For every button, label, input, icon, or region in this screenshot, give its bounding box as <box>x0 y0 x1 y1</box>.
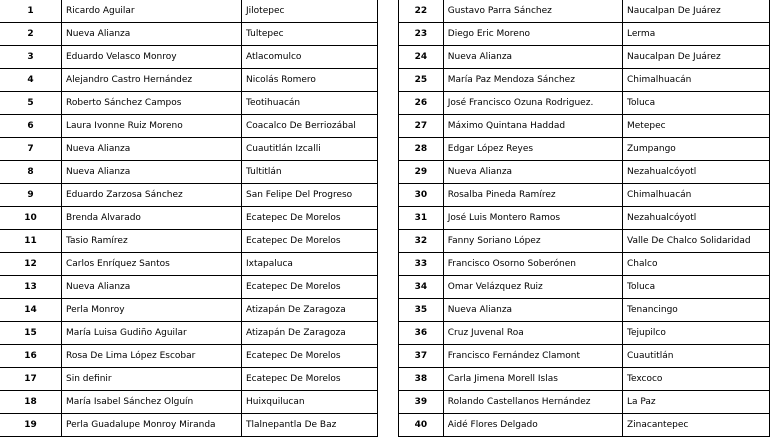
row-number: 12 <box>0 253 62 276</box>
table-row <box>0 253 378 276</box>
row-number: 30 <box>399 184 444 207</box>
municipality-name: Cuautitlán <box>623 345 770 368</box>
row-number: 19 <box>0 414 62 437</box>
row-number: 22 <box>399 0 444 23</box>
right-table-body <box>399 0 770 437</box>
row-number: 8 <box>0 161 62 184</box>
row-number: 14 <box>0 299 62 322</box>
row-number: 16 <box>0 345 62 368</box>
table-row <box>399 230 770 253</box>
municipality-name: Nezahualcóyotl <box>623 207 770 230</box>
row-number: 33 <box>399 253 444 276</box>
candidate-name: Fanny Soriano López <box>443 230 622 253</box>
row-number: 5 <box>0 92 62 115</box>
municipality-name: Tejupilco <box>623 322 770 345</box>
row-number: 17 <box>0 368 62 391</box>
row-number: 26 <box>399 92 444 115</box>
municipality-name: Valle De Chalco Solidaridad <box>623 230 770 253</box>
candidate-name: Nueva Alianza <box>62 138 242 161</box>
candidate-name: Francisco Fernández Clamont <box>443 345 622 368</box>
table-row <box>399 23 770 46</box>
row-number: 36 <box>399 322 444 345</box>
candidate-name: Nueva Alianza <box>62 276 242 299</box>
row-number: 31 <box>399 207 444 230</box>
municipality-name: Atlacomulco <box>242 46 378 69</box>
municipality-name: Zumpango <box>623 138 770 161</box>
row-number: 4 <box>0 69 62 92</box>
candidate-name: Carla Jimena Morell Islas <box>443 368 622 391</box>
table-row <box>399 253 770 276</box>
candidate-name: Máximo Quintana Haddad <box>443 115 622 138</box>
row-number: 39 <box>399 391 444 414</box>
row-number: 25 <box>399 69 444 92</box>
row-number: 7 <box>0 138 62 161</box>
municipality-name: Tlalnepantla De Baz <box>242 414 378 437</box>
table-row <box>0 92 378 115</box>
candidate-name: Francisco Osorno Soberónen <box>443 253 622 276</box>
right-candidates-table <box>398 0 770 437</box>
row-number: 37 <box>399 345 444 368</box>
candidate-name: Ricardo Aguilar <box>62 0 242 23</box>
table-row <box>0 207 378 230</box>
municipality-name: Teotihuacán <box>242 92 378 115</box>
row-number: 23 <box>399 23 444 46</box>
row-number: 1 <box>0 0 62 23</box>
candidate-name: Rolando Castellanos Hernández <box>443 391 622 414</box>
table-row <box>0 414 378 437</box>
candidate-name: Nueva Alianza <box>443 299 622 322</box>
table-row <box>0 115 378 138</box>
row-number: 3 <box>0 46 62 69</box>
candidate-name: Alejandro Castro Hernández <box>62 69 242 92</box>
row-number: 2 <box>0 23 62 46</box>
left-table-body <box>0 0 378 437</box>
table-row <box>0 0 378 23</box>
row-number: 29 <box>399 161 444 184</box>
municipality-name: Huixquilucan <box>242 391 378 414</box>
table-row <box>399 345 770 368</box>
table-row <box>399 391 770 414</box>
candidate-name: Nueva Alianza <box>443 46 622 69</box>
left-candidates-table <box>0 0 378 437</box>
candidate-name: Perla Monroy <box>62 299 242 322</box>
candidate-name: Rosalba Pineda Ramírez <box>443 184 622 207</box>
candidate-name: Laura Ivonne Ruiz Moreno <box>62 115 242 138</box>
row-number: 18 <box>0 391 62 414</box>
candidate-name: María Isabel Sánchez Olguín <box>62 391 242 414</box>
candidate-name: Nueva Alianza <box>62 23 242 46</box>
candidate-name: Eduardo Velasco Monroy <box>62 46 242 69</box>
row-number: 34 <box>399 276 444 299</box>
municipality-name: Ecatepec De Morelos <box>242 345 378 368</box>
candidate-name: Omar Velázquez Ruiz <box>443 276 622 299</box>
municipality-name: Chalco <box>623 253 770 276</box>
municipality-name: Nezahualcóyotl <box>623 161 770 184</box>
table-row <box>0 368 378 391</box>
table-row <box>0 299 378 322</box>
table-row <box>399 115 770 138</box>
municipality-name: La Paz <box>623 391 770 414</box>
table-row <box>399 0 770 23</box>
municipality-name: Naucalpan De Juárez <box>623 46 770 69</box>
table-row <box>0 69 378 92</box>
municipality-name: Cuautitlán Izcalli <box>242 138 378 161</box>
municipality-name: Ecatepec De Morelos <box>242 207 378 230</box>
table-row <box>0 138 378 161</box>
candidate-name: Sin definir <box>62 368 242 391</box>
municipality-name: Coacalco De Berriozábal <box>242 115 378 138</box>
row-number: 38 <box>399 368 444 391</box>
row-number: 9 <box>0 184 62 207</box>
table-row <box>399 92 770 115</box>
municipality-name: Lerma <box>623 23 770 46</box>
municipality-name: Ecatepec De Morelos <box>242 276 378 299</box>
municipality-name: Toluca <box>623 276 770 299</box>
candidate-name: Edgar López Reyes <box>443 138 622 161</box>
candidate-name: Roberto Sánchez Campos <box>62 92 242 115</box>
table-row <box>399 46 770 69</box>
municipality-name: Tultitlán <box>242 161 378 184</box>
table-row <box>399 138 770 161</box>
row-number: 35 <box>399 299 444 322</box>
candidate-name: Diego Eric Moreno <box>443 23 622 46</box>
row-number: 11 <box>0 230 62 253</box>
municipality-name: Tenancingo <box>623 299 770 322</box>
municipality-name: Jilotepec <box>242 0 378 23</box>
candidate-name: María Luisa Gudiño Aguilar <box>62 322 242 345</box>
municipality-name: Atizapán De Zaragoza <box>242 322 378 345</box>
candidate-name: Brenda Alvarado <box>62 207 242 230</box>
row-number: 28 <box>399 138 444 161</box>
table-row <box>0 230 378 253</box>
table-row <box>0 391 378 414</box>
municipality-name: Atizapán De Zaragoza <box>242 299 378 322</box>
row-number: 6 <box>0 115 62 138</box>
row-number: 27 <box>399 115 444 138</box>
municipality-name: Metepec <box>623 115 770 138</box>
row-number: 13 <box>0 276 62 299</box>
table-row <box>399 299 770 322</box>
municipality-name: Chimalhuacán <box>623 184 770 207</box>
table-row <box>399 414 770 437</box>
candidate-name: Carlos Enríquez Santos <box>62 253 242 276</box>
table-row <box>0 276 378 299</box>
row-number: 15 <box>0 322 62 345</box>
table-row <box>0 184 378 207</box>
candidate-name: Eduardo Zarzosa Sánchez <box>62 184 242 207</box>
table-row <box>0 345 378 368</box>
table-row <box>0 161 378 184</box>
table-row <box>0 23 378 46</box>
municipality-name: Tultepec <box>242 23 378 46</box>
candidate-name: Gustavo Parra Sánchez <box>443 0 622 23</box>
table-row <box>399 322 770 345</box>
candidate-name: José Luis Montero Ramos <box>443 207 622 230</box>
municipality-name: Toluca <box>623 92 770 115</box>
municipality-name: Texcoco <box>623 368 770 391</box>
municipality-name: Ecatepec De Morelos <box>242 230 378 253</box>
table-row <box>399 69 770 92</box>
candidate-name: Rosa De Lima López Escobar <box>62 345 242 368</box>
candidate-name: Aidé Flores Delgado <box>443 414 622 437</box>
candidate-name: Perla Guadalupe Monroy Miranda <box>62 414 242 437</box>
municipality-name: Ixtapaluca <box>242 253 378 276</box>
candidate-name: Nueva Alianza <box>62 161 242 184</box>
table-row <box>399 207 770 230</box>
municipality-name: Nicolás Romero <box>242 69 378 92</box>
candidate-name: José Francisco Ozuna Rodriguez. <box>443 92 622 115</box>
row-number: 40 <box>399 414 444 437</box>
candidate-name: María Paz Mendoza Sánchez <box>443 69 622 92</box>
municipality-name: San Felipe Del Progreso <box>242 184 378 207</box>
candidate-name: Cruz Juvenal Roa <box>443 322 622 345</box>
municipality-name: Zinacantepec <box>623 414 770 437</box>
row-number: 32 <box>399 230 444 253</box>
table-row <box>399 276 770 299</box>
municipality-name: Chimalhuacán <box>623 69 770 92</box>
row-number: 24 <box>399 46 444 69</box>
table-row <box>0 46 378 69</box>
row-number: 10 <box>0 207 62 230</box>
candidate-name: Tasio Ramírez <box>62 230 242 253</box>
municipality-name: Ecatepec De Morelos <box>242 368 378 391</box>
municipality-name: Naucalpan De Juárez <box>623 0 770 23</box>
table-row <box>399 161 770 184</box>
table-row <box>399 184 770 207</box>
table-row <box>399 368 770 391</box>
table-row <box>0 322 378 345</box>
candidate-name: Nueva Alianza <box>443 161 622 184</box>
